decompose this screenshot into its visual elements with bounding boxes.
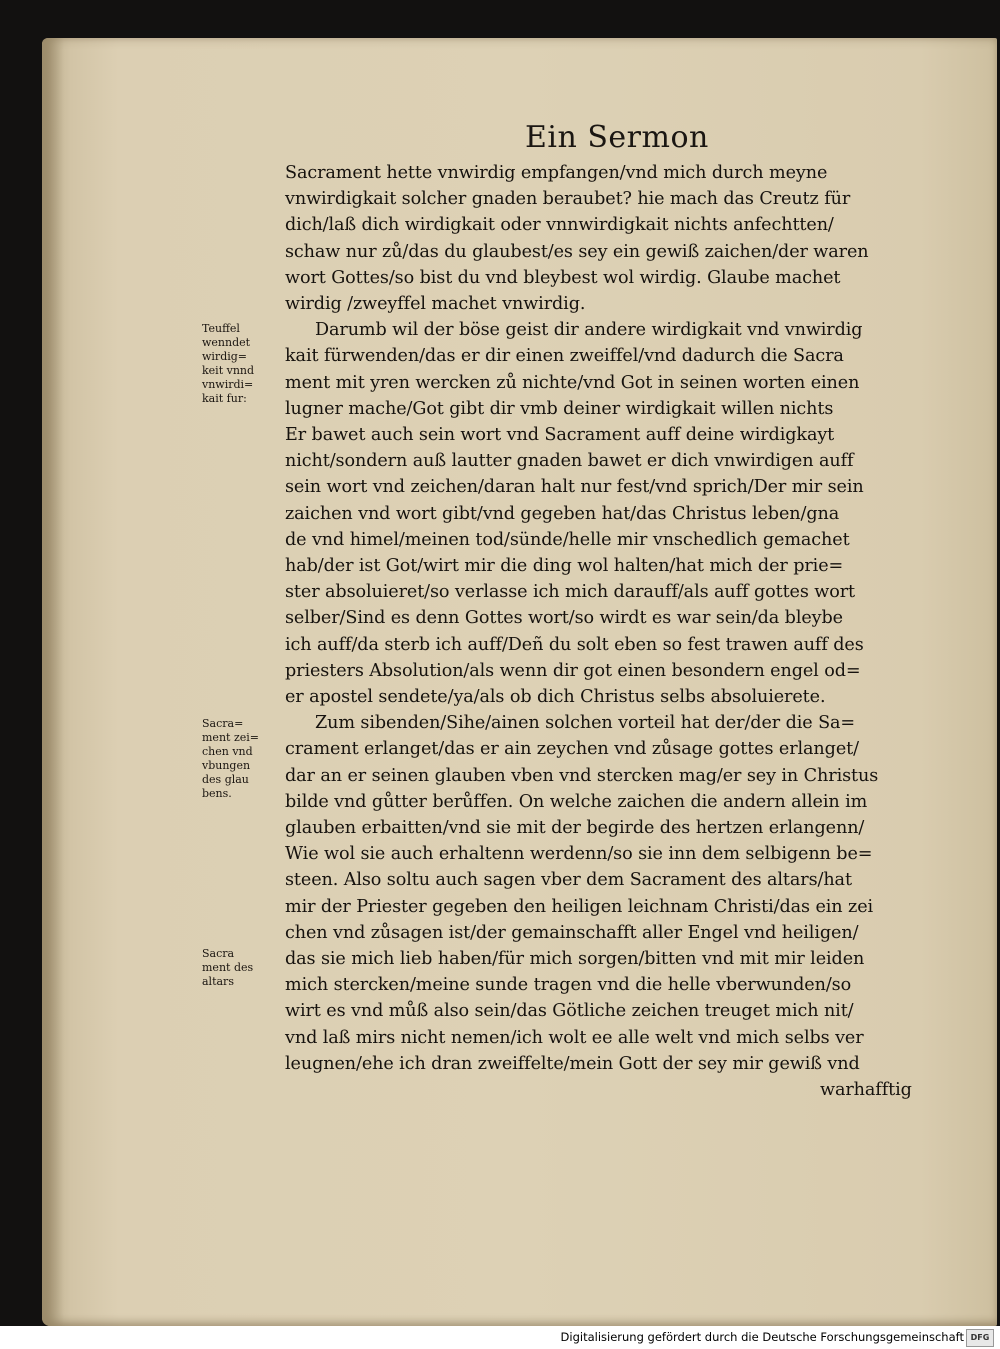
text-line: Darumb wil der böse geist dir andere wirdigkait vnd vnwirdig xyxy=(315,320,863,341)
text-line: wirdig /zweyffel machet vnwirdig. xyxy=(285,294,586,314)
marginal-gloss-1 xyxy=(202,322,284,406)
text-line: priesters Absolution/als wenn dir got einen besondern engel od= xyxy=(285,660,861,681)
text-line: warhafftig xyxy=(820,1080,912,1100)
text-line: mich stercken/meine sunde tragen vnd die helle vberwunden/so xyxy=(285,975,852,996)
gloss-line: altars xyxy=(202,975,234,988)
text-line: ment mit yren wercken zů nichte/vnd Got in seinen worten einen xyxy=(285,372,860,393)
text-line: schaw nur zů/das du glaubest/es sey ein gewiß zaichen/der waren xyxy=(285,241,869,262)
text-line: kait fürwenden/das er dir einen zweiffel/vnd dadurch die Sacra xyxy=(285,346,844,367)
text-line: mir der Priester gegeben den heiligen leichnam Christi/das ein zei xyxy=(285,896,874,917)
text-line: dich/laß dich wirdigkait oder vnnwirdigkait nichts anfechtten/ xyxy=(285,215,834,236)
funding-credit: Digitalisierung gefördert durch die Deutsche Forschungsgemeinschaft xyxy=(560,1330,964,1344)
text-line: selber/Sind es denn Gottes wort/so wirdt es war sein/da bleybe xyxy=(285,608,843,629)
gloss-line: vbungen xyxy=(202,759,251,772)
text-line: wirt es vnd můß also sein/das Götliche zeichen treuget mich nit/ xyxy=(285,1001,854,1022)
dfg-logo: DFG xyxy=(966,1329,994,1347)
text-line: steen. Also soltu auch sagen vber dem Sacrament des altars/hat xyxy=(285,870,852,891)
gloss-line: Teuffel xyxy=(202,322,240,335)
text-line: chen vnd zůsagen ist/der gemainschafft aller Engel vnd heiligen/ xyxy=(285,922,859,943)
text-line: wort Gottes/so bist du vnd bleybest wol wirdig. Glaube machet xyxy=(285,267,841,288)
text-line: dar an er seinen glauben vben vnd stercken mag/er sey in Christus xyxy=(285,765,879,786)
gloss-line: ment zei= xyxy=(202,731,259,744)
text-line: de vnd himel/meinen tod/sünde/helle mir vnschedlich gemachet xyxy=(285,529,850,550)
gloss-line: des glau xyxy=(202,773,249,786)
text-line: Zum sibenden/Sihe/ainen solchen vorteil hat der/der die Sa= xyxy=(315,713,856,734)
gloss-line: Sacra xyxy=(202,947,235,960)
text-line: hab/der ist Got/wirt mir die ding wol halten/hat mich der prie= xyxy=(285,556,844,576)
gloss-line: wirdig= xyxy=(202,350,248,363)
text-line: glauben erbaitten/vnd sie mit der begirde des hertzen erlangenn/ xyxy=(285,818,865,838)
text-line: ich auff/da sterb ich auff/Deñ du solt eben so fest trawen auff des xyxy=(285,634,864,655)
marginal-gloss-3 xyxy=(202,947,284,989)
gloss-line: kait fur: xyxy=(202,392,247,405)
gloss-line: wenndet xyxy=(202,336,251,349)
gloss-line: Sacra= xyxy=(202,717,244,730)
text-line: leugnen/ehe ich dran zweiffelte/mein Gott der sey mir gewiß vnd xyxy=(285,1053,860,1074)
footer-bar xyxy=(0,1326,1000,1349)
text-line: zaichen vnd wort gibt/vnd gegeben hat/das Christus leben/gna xyxy=(285,503,840,524)
text-line: vnwirdigkait solcher gnaden beraubet? hie mach das Creutz für xyxy=(285,189,851,210)
text-line: Wie wol sie auch erhaltenn werdenn/so sie inn dem selbigenn be= xyxy=(285,844,873,865)
gloss-line: keit vnnd xyxy=(202,364,255,377)
text-line: vnd laß mirs nicht nemen/ich wolt ee alle welt vnd mich selbs ver xyxy=(285,1027,864,1048)
text-line: nicht/sondern auß lautter gnaden bawet er dich vnwirdigen auff xyxy=(285,451,854,472)
text-line: das sie mich lieb haben/für mich sorgen/bitten vnd mit mir leiden xyxy=(285,949,865,969)
gloss-line: ment des xyxy=(202,961,254,974)
text-line: Sacrament hette vnwirdig empfangen/vnd mich durch meyne xyxy=(285,163,828,183)
gloss-line: chen vnd xyxy=(202,745,253,758)
gloss-line: vnwirdi= xyxy=(202,378,254,391)
text-line: er apostel sendete/ya/als ob dich Christus selbs absoluierete. xyxy=(285,687,826,707)
text-line: ster absoluieret/so verlasse ich mich darauff/als auff gottes wort xyxy=(285,582,856,603)
marginal-gloss-2 xyxy=(202,717,284,801)
text-line: lugner mache/Got gibt dir vmb deiner wirdigkait willen nichts xyxy=(285,398,834,419)
text-line: Er bawet auch sein wort vnd Sacrament auff deine wirdigkayt xyxy=(285,425,835,445)
gloss-line: bens. xyxy=(202,787,232,800)
text-line: bilde vnd gůtter berůffen. On welche zaichen die andern allein im xyxy=(285,791,868,812)
running-head: Ein Sermon xyxy=(525,120,709,155)
text-line: crament erlanget/das er ain zeychen vnd zůsage gottes erlanget/ xyxy=(285,739,859,760)
text-line: sein wort vnd zeichen/daran halt nur fest/vnd sprich/Der mir sein xyxy=(285,477,864,498)
page-gutter-shadow xyxy=(42,38,64,1326)
